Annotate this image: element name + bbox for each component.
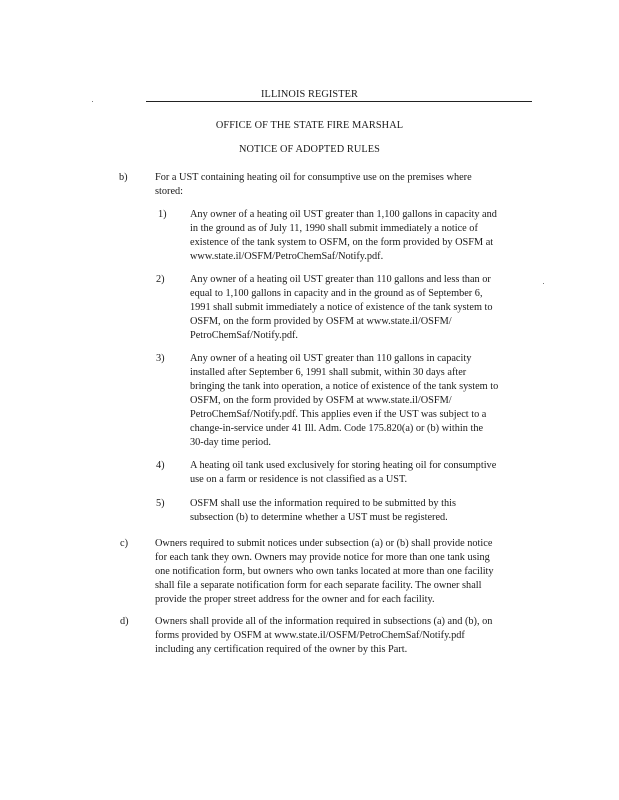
- text-line: existence of the tank system to OSFM, on the form provided by OSFM at: [190, 237, 494, 248]
- office-title: OFFICE OF THE STATE FIRE MARSHAL: [215, 120, 404, 131]
- text-line: including any certification required of the owner by this Part.: [155, 644, 408, 655]
- text-line: change-in-service under 41 Ill. Adm. Code 175.820(a) or (b) within the: [190, 423, 484, 434]
- text-line: Owners shall provide all of the information required in subsections (a) and (b), on: [155, 616, 493, 627]
- item-1-text: [190, 208, 535, 264]
- text-line: use on a farm or residence is not classified as a UST.: [190, 474, 408, 485]
- scan-speck: [92, 101, 93, 102]
- text-line: bringing the tank into operation, a notice of existence of the tank system to: [190, 381, 499, 392]
- subsection-d-marker: d): [120, 616, 129, 627]
- item-4-marker: 4): [156, 460, 165, 471]
- subsection-c-text: [155, 537, 535, 607]
- subsection-c-marker: c): [120, 538, 128, 549]
- text-line: Any owner of a heating oil UST greater than 110 gallons in capacity: [190, 353, 472, 364]
- text-line: forms provided by OSFM at www.state.il/OSFM/PetroChemSaf/Notify.pdf: [155, 630, 465, 641]
- subsection-b-marker: b): [119, 172, 128, 183]
- text-line: PetroChemSaf/Notify.pdf.: [190, 330, 299, 341]
- register-title: ILLINOIS REGISTER: [261, 89, 358, 100]
- item-4-text: [190, 459, 535, 487]
- item-5-text: [190, 497, 535, 525]
- text-line: Owners required to submit notices under subsection (a) or (b) shall provide notice: [155, 538, 493, 549]
- text-line: shall file a separate notification form for each separate facility. The owner shall: [155, 580, 482, 591]
- text-line: stored:: [155, 186, 184, 197]
- item-1-marker: 1): [158, 209, 167, 220]
- text-line: OSFM, on the form provided by OSFM at www.state.il/OSFM/: [190, 395, 452, 406]
- text-line: OSFM, on the form provided by OSFM at www.state.il/OSFM/: [190, 316, 452, 327]
- text-line: subsection (b) to determine whether a UST must be registered.: [190, 512, 448, 523]
- text-line: Any owner of a heating oil UST greater than 1,100 gallons in capacity and: [190, 209, 497, 220]
- item-3-text: [190, 352, 535, 450]
- text-line: PetroChemSaf/Notify.pdf. This applies even if the UST was subject to a: [190, 409, 487, 420]
- text-line: OSFM shall use the information required to be submitted by this: [190, 498, 456, 509]
- notice-title: NOTICE OF ADOPTED RULES: [238, 144, 381, 155]
- text-line: provide the proper street address for the owner and for each facility.: [155, 594, 435, 605]
- text-line: equal to 1,100 gallons in capacity and in the ground as of September 6,: [190, 288, 483, 299]
- text-line: installed after September 6, 1991 shall submit, within 30 days after: [190, 367, 467, 378]
- scan-speck: [543, 283, 544, 284]
- subsection-d-text: [155, 615, 535, 657]
- text-line: For a UST containing heating oil for consumptive use on the premises where: [155, 172, 472, 183]
- text-line: one notification form, but owners who own tanks located at more than one facility: [155, 566, 494, 577]
- text-line: 1991 shall submit immediately a notice of existence of the tank system to: [190, 302, 493, 313]
- text-line: A heating oil tank used exclusively for storing heating oil for consumptive: [190, 460, 497, 471]
- item-2-text: [190, 273, 535, 343]
- item-2-marker: 2): [156, 274, 165, 285]
- text-line: in the ground as of July 11, 1990 shall submit immediately a notice of: [190, 223, 478, 234]
- item-3-marker: 3): [156, 353, 165, 364]
- text-line: 30-day time period.: [190, 437, 271, 448]
- subsection-b-text: [155, 171, 535, 199]
- text-line: for each tank they own. Owners may provide notice for more than one tank using: [155, 552, 490, 563]
- text-line: www.state.il/OSFM/PetroChemSaf/Notify.pdf.: [190, 251, 384, 262]
- text-line: Any owner of a heating oil UST greater than 110 gallons and less than or: [190, 274, 491, 285]
- item-5-marker: 5): [156, 498, 165, 509]
